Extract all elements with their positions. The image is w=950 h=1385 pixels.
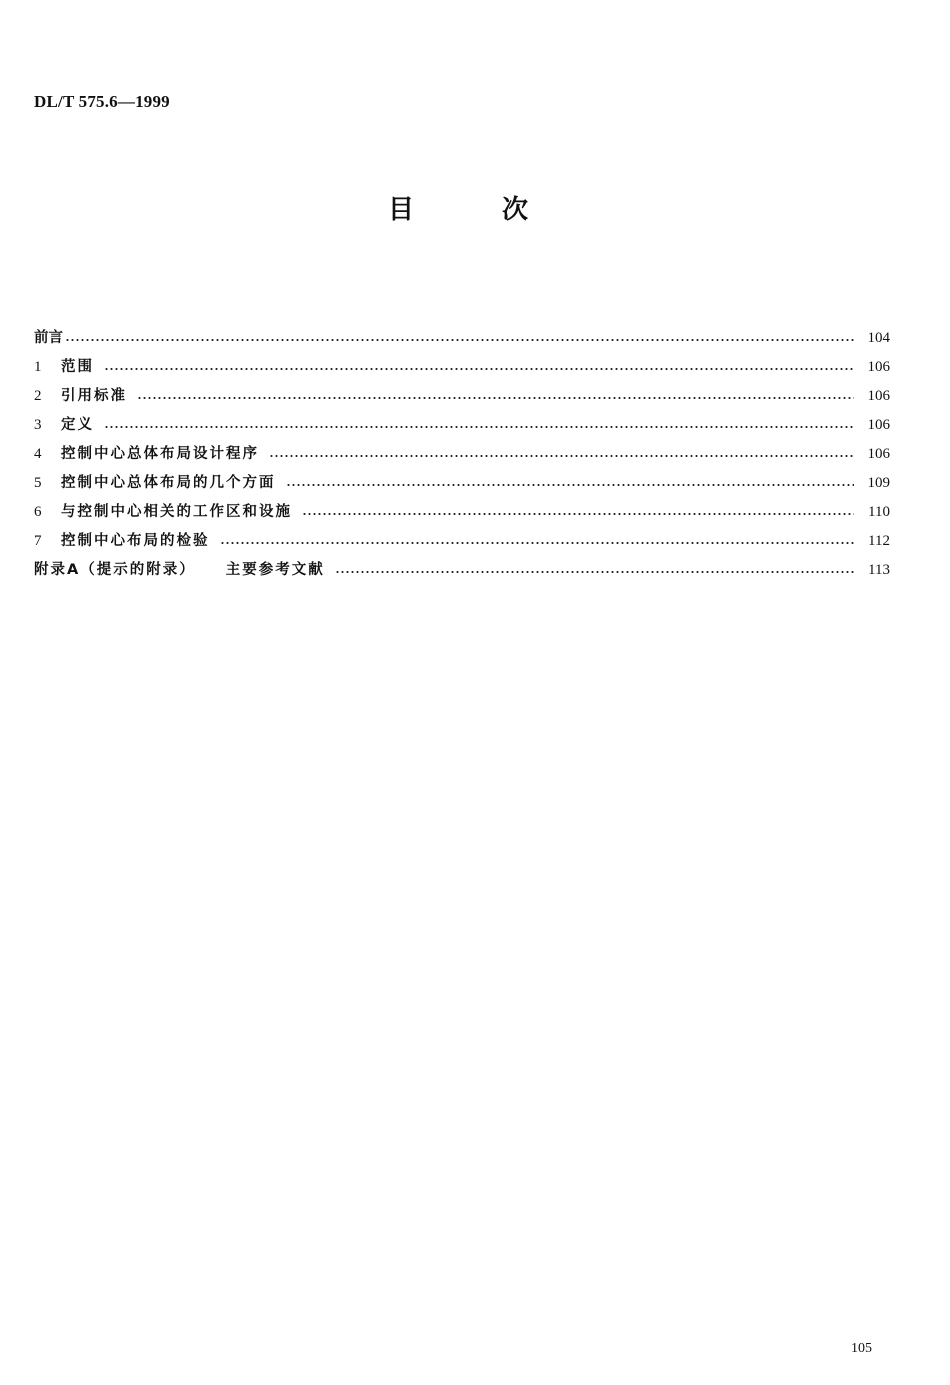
toc-entry-appendix-a[interactable] bbox=[34, 556, 890, 585]
toc-entry-number: 2 bbox=[34, 388, 42, 404]
toc-leader-dots bbox=[104, 426, 854, 428]
toc-title-char-2: 次 bbox=[502, 195, 529, 225]
toc-leader-dots bbox=[302, 513, 854, 515]
toc-entry-number: 3 bbox=[34, 417, 42, 433]
toc-entry-7[interactable] bbox=[34, 527, 890, 556]
toc-leader-dots bbox=[269, 455, 854, 457]
toc-entry-5[interactable] bbox=[34, 469, 890, 498]
toc-entry-subtitle: 主要参考文献 bbox=[225, 562, 325, 578]
toc-entry-6[interactable] bbox=[34, 498, 890, 527]
toc-entry-number: 1 bbox=[34, 359, 42, 375]
toc-leader-dots bbox=[104, 368, 854, 370]
toc-entry-page: 112 bbox=[868, 533, 890, 549]
toc-leader-dots bbox=[220, 542, 855, 544]
toc-leader-dots bbox=[137, 397, 854, 399]
toc-entry-3[interactable] bbox=[34, 411, 890, 440]
toc-leader-dots bbox=[286, 484, 855, 486]
toc-entry-page: 110 bbox=[868, 504, 890, 520]
toc-entry-label: 控制中心总体布局的几个方面 bbox=[61, 475, 276, 491]
toc-title-char-1: 目 bbox=[388, 195, 415, 225]
toc-entry-page: 106 bbox=[867, 446, 890, 462]
toc-entry-page: 109 bbox=[867, 475, 890, 491]
page-number: 105 bbox=[851, 1341, 872, 1356]
toc-entry-label: 前言 bbox=[34, 330, 63, 346]
toc-entry-page: 106 bbox=[867, 417, 890, 433]
toc-entry-page: 113 bbox=[868, 562, 890, 578]
toc-leader-dots bbox=[335, 571, 854, 573]
document-code: DL/T 575.6—1999 bbox=[34, 92, 170, 111]
toc-entry-number: 4 bbox=[34, 446, 42, 462]
toc-entry-foreword[interactable] bbox=[34, 324, 890, 353]
toc-entry-number: 6 bbox=[34, 504, 42, 520]
toc-entry-label: 与控制中心相关的工作区和设施 bbox=[61, 504, 292, 520]
toc-entry-4[interactable] bbox=[34, 440, 890, 469]
toc-entry-label: 范围 bbox=[61, 359, 94, 375]
toc-entry-label: 控制中心总体布局设计程序 bbox=[61, 446, 259, 462]
toc-entry-page: 106 bbox=[867, 359, 890, 375]
toc-entry-page: 104 bbox=[867, 330, 890, 346]
toc-entry-number: 5 bbox=[34, 475, 42, 491]
toc-entry-page: 106 bbox=[867, 388, 890, 404]
toc-entry-label: 引用标准 bbox=[61, 388, 127, 404]
toc-entry-number: 7 bbox=[34, 533, 42, 549]
toc-entry-label: 控制中心布局的检验 bbox=[61, 533, 210, 549]
toc-entry-2[interactable] bbox=[34, 382, 890, 411]
toc-entry-label: 附录A（提示的附录） bbox=[34, 562, 196, 578]
toc-title bbox=[0, 192, 950, 228]
toc-leader-dots bbox=[65, 339, 854, 341]
table-of-contents bbox=[34, 324, 890, 585]
toc-entry-label: 定义 bbox=[61, 417, 94, 433]
toc-entry-1[interactable] bbox=[34, 353, 890, 382]
